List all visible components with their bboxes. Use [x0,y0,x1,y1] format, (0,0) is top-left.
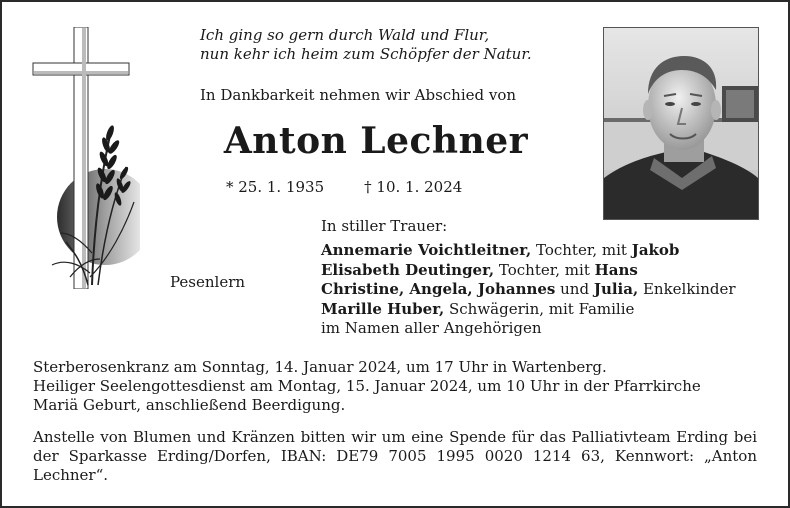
deceased-name: Anton Lechner [223,120,529,162]
family-line-2 [321,261,761,281]
rosary-line: Sterberosenkranz am Sonntag, 14. Januar 2024, um 17 Uhr in Wartenberg. [33,358,607,376]
family-relation: Tochter, mit [531,241,632,259]
intro-text: In Dankbarkeit nehmen wir Abschied von [200,86,517,104]
service-details [33,358,757,415]
life-dates [226,178,462,196]
family-name: Julia, [593,280,639,298]
family-name: Hans [594,260,638,279]
family-name: Marille Huber, [321,299,445,318]
family-name: Christine, Angela, Johannes [321,280,556,298]
birth-date: * 25. 1. 1935 [226,178,325,196]
church-line: Mariä Geburt, anschließend Beerdigung. [33,396,346,414]
family-name: Jakob [631,241,680,259]
family-line-1 [321,241,761,261]
family-relation: Tochter, mit [494,260,595,279]
mass-line: Heiliger Seelengottesdienst am Montag, 15. Januar 2024, um 10 Uhr in der Pfarrkirche [33,377,701,395]
poem-line-2: nun kehr ich heim zum Schöpfer der Natur. [200,45,532,63]
family-line-4 [321,300,761,320]
family-name: Elisabeth Deutinger, [321,260,495,279]
donation-text: Anstelle von Blumen und Kränzen bitten wir um eine Spende für das Palliativteam Erding bei der Sparkasse Erding/Dorfen, IBAN: DE79 7005 1995 0020 1214 63, Kennwort: „Anton Lechner“. [33,428,757,484]
death-date: † 10. 1. 2024 [364,178,463,196]
family-line-3 [321,280,761,300]
family-name: Annemarie Voichtleitner, [321,241,532,259]
mourning-label: In stiller Trauer: [321,217,448,235]
poem-line-1: Ich ging so gern durch Wald und Flur, [200,26,490,44]
family-relation: und [555,280,594,298]
place-name: Pesenlern [170,273,246,291]
family-line-5: im Namen aller Angehörigen [321,319,542,337]
poem [200,26,580,64]
portrait-photo-icon [603,27,759,220]
cross-with-wheat-icon [30,27,140,289]
family-list [321,241,761,339]
family-relation: Schwägerin, mit Familie [444,299,635,318]
family-relation: Enkelkinder [638,280,736,298]
